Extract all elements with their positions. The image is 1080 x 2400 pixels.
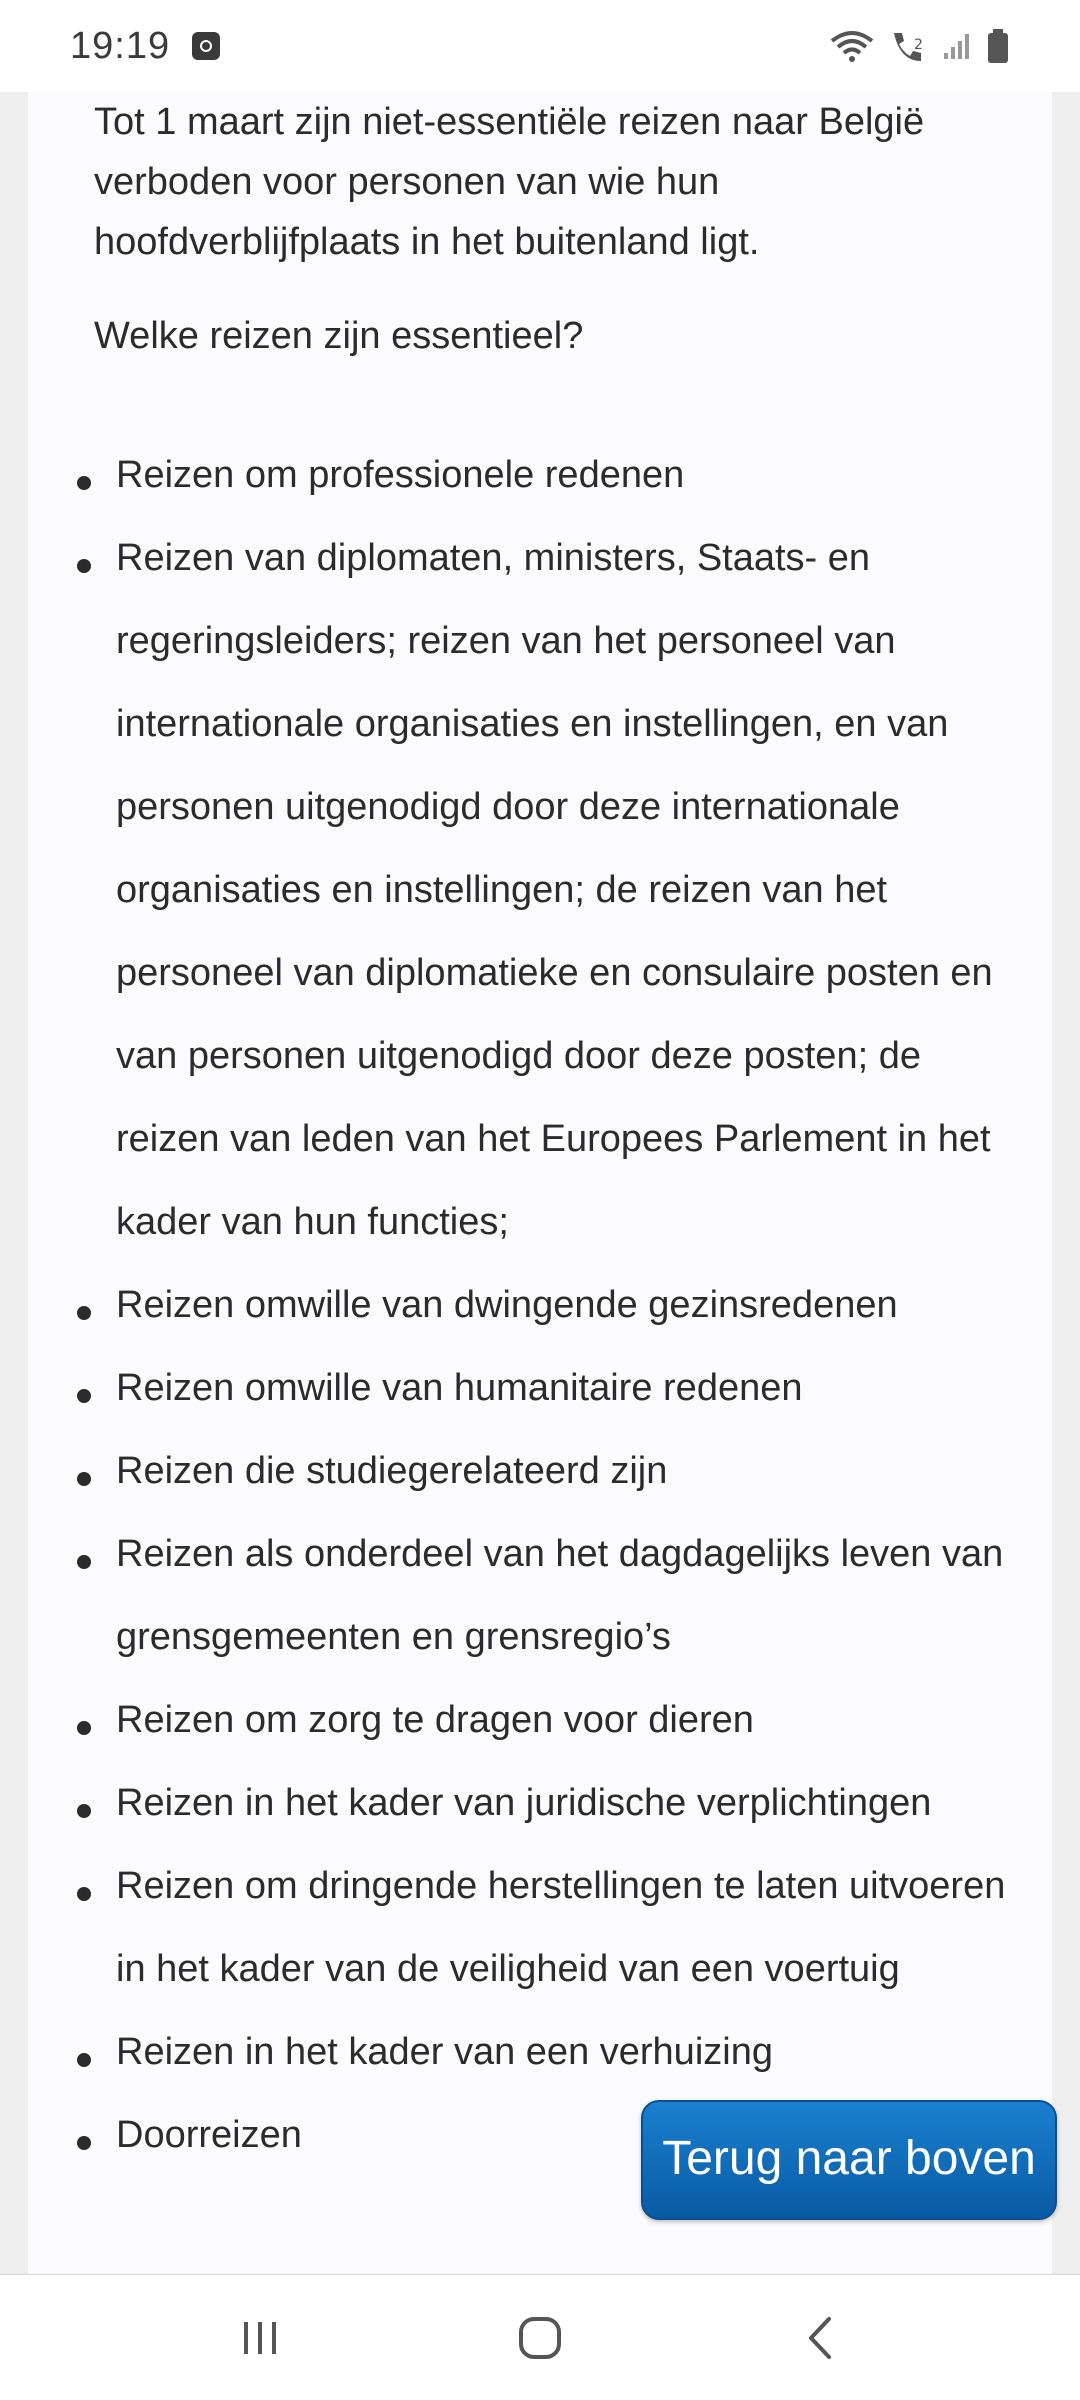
list-item-text: Reizen in het kader van juridische verplichtingen [116, 1782, 932, 1824]
bullet-icon [77, 1306, 91, 1320]
bullet-icon [77, 1721, 91, 1735]
list-item-text: Reizen om professionele redenen [116, 454, 685, 496]
list-item [28, 1513, 1052, 1679]
recent-apps-icon [238, 2318, 282, 2358]
list-item-text: Reizen als onderdeel van het dagdagelijks leven van grensgemeenten en grensregio’s [116, 1533, 1004, 1658]
list-item-text: Reizen in het kader van een verhuizing [116, 2031, 773, 2073]
navigation-bar [0, 2274, 1080, 2400]
status-bar [0, 0, 1080, 92]
svg-text:2: 2 [914, 37, 923, 53]
list-item-text: Doorreizen [116, 2114, 302, 2156]
bullet-icon [77, 476, 91, 490]
back-icon [805, 2315, 835, 2361]
article-card [28, 92, 1052, 2274]
bullet-icon [77, 559, 91, 573]
bullet-icon [77, 1555, 91, 1569]
content-area[interactable] [0, 92, 1080, 2274]
list-item-text: Reizen die studiegerelateerd zijn [116, 1450, 668, 1492]
intro-paragraph: Tot 1 maart zijn niet-essentiële reizen naar België verboden voor personen van wie hun hoofdverblijfplaats in het buitenland ligt. [94, 101, 925, 263]
list-item-text: Reizen om zorg te dragen voor dieren [116, 1699, 754, 1741]
status-icons [830, 28, 1010, 64]
home-icon [517, 2315, 563, 2361]
recent-apps-button[interactable] [210, 2298, 310, 2378]
wifi-icon [830, 29, 874, 63]
list-item [28, 2011, 1052, 2094]
bullet-icon [77, 1887, 91, 1901]
list-item [28, 517, 1052, 1264]
home-button[interactable] [490, 2298, 590, 2378]
status-time: 19:19 [70, 24, 171, 67]
signal-icon [942, 31, 972, 61]
question-heading: Welke reizen zijn essentieel? [94, 315, 584, 357]
bullet-icon [77, 1472, 91, 1486]
list-item [28, 1679, 1052, 1762]
bullet-icon [77, 1389, 91, 1403]
bullet-icon [77, 2053, 91, 2067]
bullet-icon [77, 2136, 91, 2150]
list-item-text: Reizen van diplomaten, ministers, Staats- en regeringsleiders; reizen van het personeel van internationale organisaties en instellingen, en van personen uitgenodigd door deze internationale organisaties en instellingen; de reizen van het personeel van diplomatieke en consulaire posten en van personen uitgenodigd door deze posten; de reizen van leden van het Europees Parlement in het kader van hun functies; [116, 537, 993, 1243]
list-item [28, 1347, 1052, 1430]
back-button[interactable] [770, 2298, 870, 2378]
bullet-icon [77, 1804, 91, 1818]
list-item-text: Reizen omwille van humanitaire redenen [116, 1367, 803, 1409]
list-item [28, 1762, 1052, 1845]
wifi-calling-icon [888, 29, 928, 63]
list-item-text: Reizen omwille van dwingende gezinsredenen [116, 1284, 898, 1326]
back-to-top-button[interactable]: Terug naar boven [641, 2100, 1057, 2220]
list-item [28, 434, 1052, 517]
list-item [28, 1845, 1052, 2011]
essential-travel-list [28, 434, 1052, 2177]
battery-icon [986, 28, 1010, 64]
notification-icon [192, 32, 220, 60]
list-item [28, 1430, 1052, 1513]
list-item-text: Reizen om dringende herstellingen te laten uitvoeren in het kader van de veiligheid van een voertuig [116, 1865, 1006, 1990]
list-item [28, 1264, 1052, 1347]
